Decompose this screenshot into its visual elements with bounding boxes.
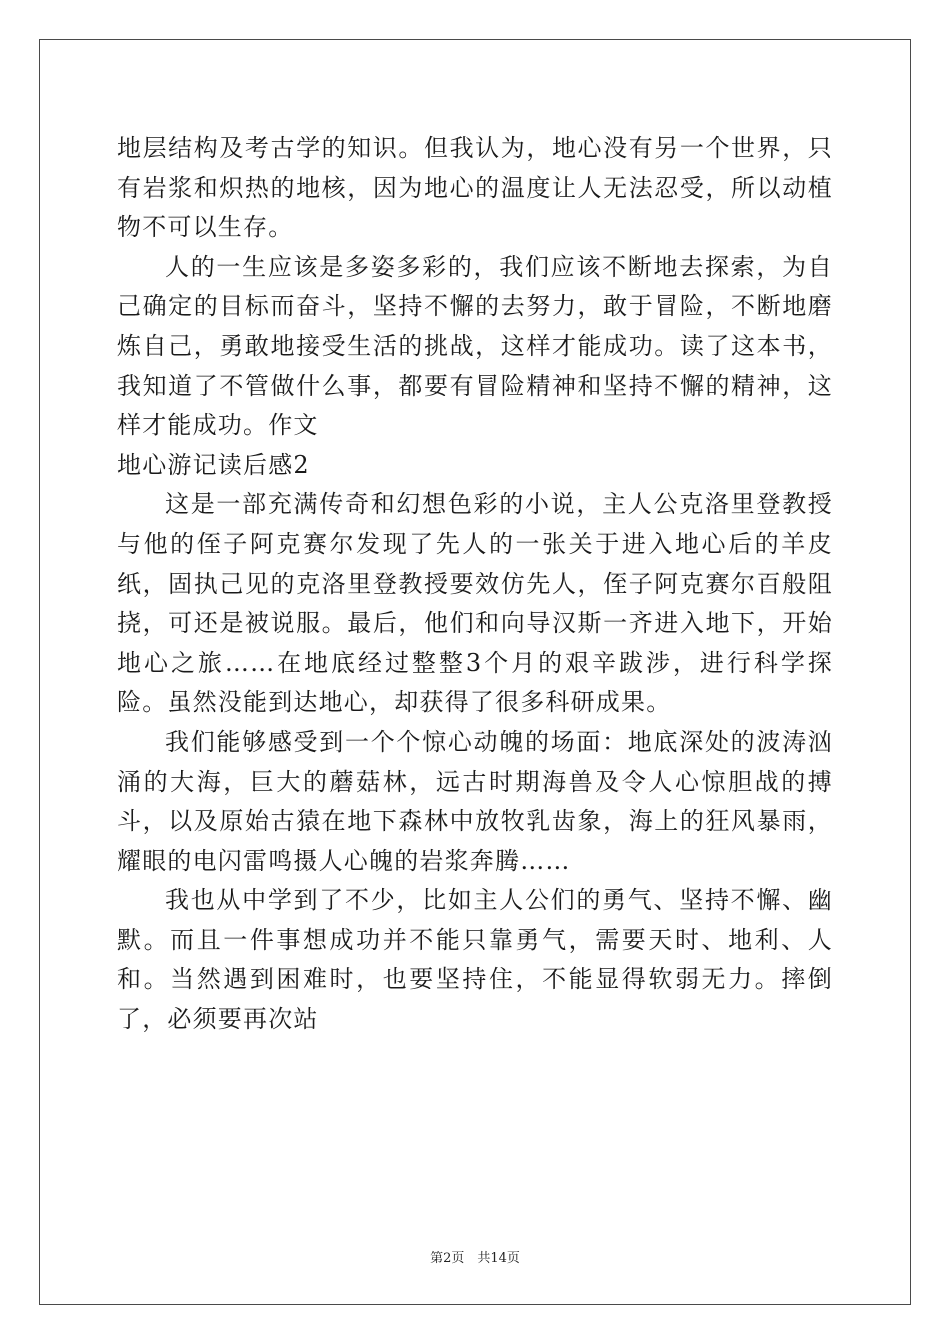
- paragraph: 地层结构及考古学的知识。但我认为，地心没有另一个世界，只有岩浆和炽热的地核，因为地心的温度让人无法忍受，所以动植物不可以生存。: [117, 134, 833, 242]
- paragraph: 这是一部充满传奇和幻想色彩的小说，主人公克洛里登教授与他的侄子阿克赛尔发现了先人的一张关于进入地心后的羊皮纸，固执己见的克洛里登教授要效仿先人，侄子阿克赛尔百般阻挠，可还是被说服。最后，他们和向导汉斯一齐进入地下，开始地心之旅……在地底经过整整3个月的艰辛跋涉，进行科学探险。虽然没能到达地心，却获得了很多科研成果。: [117, 490, 833, 717]
- paragraph: 我们能够感受到一个个惊心动魄的场面：地底深处的波涛汹涌的大海，巨大的蘑菇林，远古时期海兽及令人心惊胆战的搏斗，以及原始古猿在地下森林中放牧乳齿象，海上的狂风暴雨，耀眼的电闪雷鸣摄人心魄的岩浆奔腾……: [117, 727, 833, 875]
- paragraph: 我也从中学到了不少，比如主人公们的勇气、坚持不懈、幽默。而且一件事想成功并不能只靠勇气，需要天时、地利、人和。当然遇到困难时，也要坚持住，不能显得软弱无力。摔倒了，必须要再次站: [117, 886, 833, 1034]
- paragraph: 人的一生应该是多姿多彩的，我们应该不断地去探索，为自己确定的目标而奋斗，坚持不懈的去努力，敢于冒险，不断地磨炼自己，勇敢地接受生活的挑战，这样才能成功。读了这本书，我知道了不管做什么事，都要有冒险精神和坚持不懈的精神，这样才能成功。作文: [117, 252, 833, 440]
- page-number: 第2页 共14页: [430, 1251, 520, 1266]
- section-heading: 地心游记读后感2: [117, 450, 310, 479]
- document-body: [117, 129, 833, 1040]
